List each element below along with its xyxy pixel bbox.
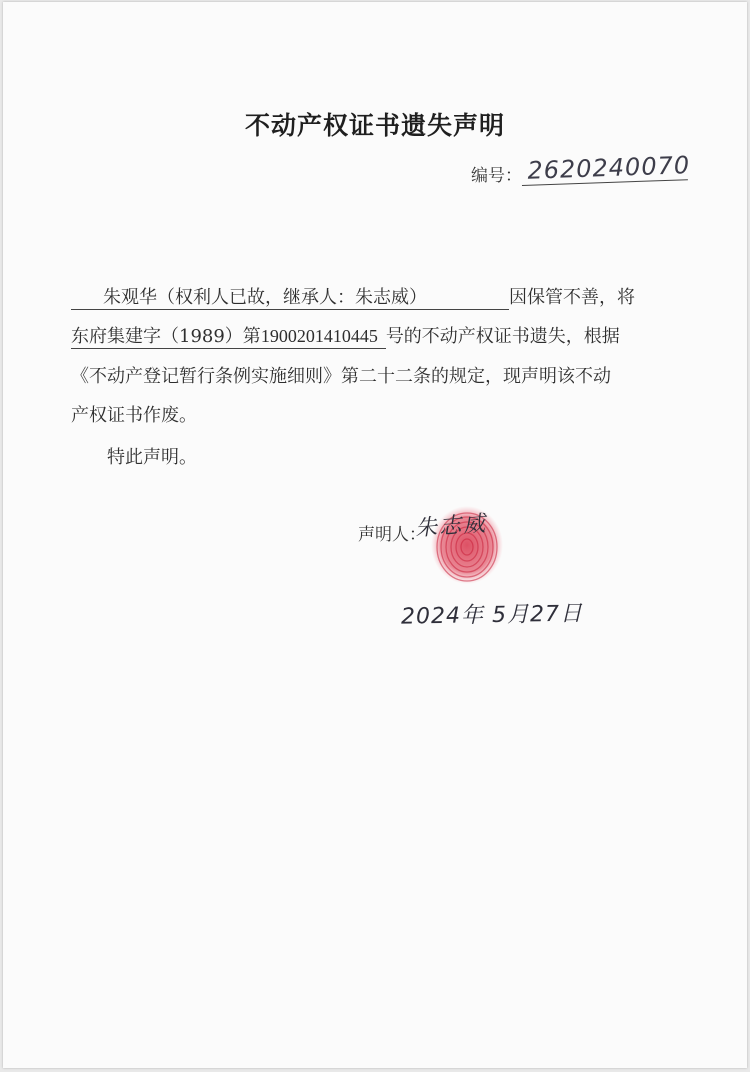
declaration-page xyxy=(3,2,747,1068)
cert-number: 1900201410445 xyxy=(260,326,378,346)
declarant-label: 声明人： xyxy=(358,525,426,545)
handwritten-signature: 朱志威 xyxy=(414,511,488,542)
underlined-certificate xyxy=(71,322,386,349)
paragraph-line-4: 产权证书作废。 xyxy=(71,405,197,426)
line2-rest: 号的不动产权证书遗失，根据 xyxy=(385,326,620,347)
paragraph-line-3: 《不动产登记暂行条例实施细则》第二十二条的规定，现声明该不动 xyxy=(71,366,611,387)
line1-rest: 因保管不善，将 xyxy=(509,287,635,308)
cert-prefix: 东府集建字（1989）第 xyxy=(71,326,261,347)
paragraph-line-2 xyxy=(71,322,701,349)
paragraph-line-1 xyxy=(71,283,701,310)
closing-statement: 特此声明。 xyxy=(107,447,197,468)
handwritten-number: 2620240070 xyxy=(521,151,688,186)
document-title: 不动产权证书遗失声明 xyxy=(244,111,505,140)
number-label: 编号： xyxy=(471,166,522,186)
number-row xyxy=(471,151,691,186)
underlined-name: 朱观华（权利人已故，继承人：朱志威） xyxy=(71,283,509,310)
handwritten-date: 2024年 5月27日 xyxy=(400,601,584,630)
